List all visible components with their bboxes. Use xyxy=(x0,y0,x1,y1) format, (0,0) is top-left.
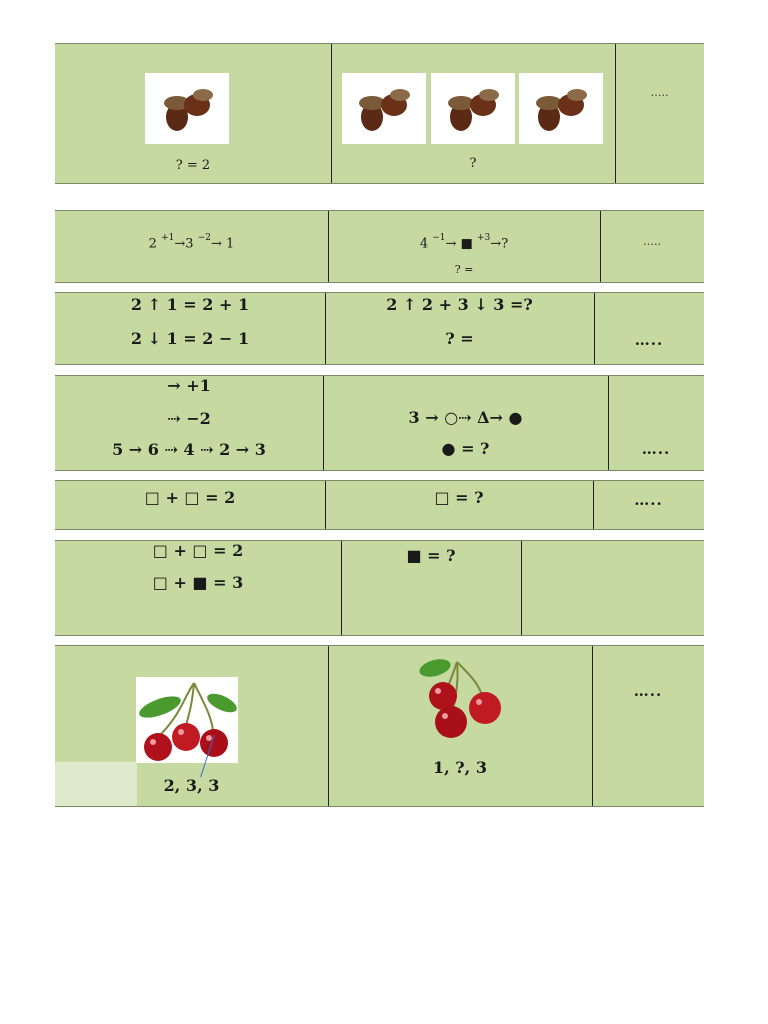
cherry-image xyxy=(136,677,238,763)
question: □ = ? xyxy=(434,488,484,507)
equation: □ + ■ = 3 xyxy=(152,573,244,592)
cherry-icon xyxy=(411,654,511,738)
acorn-image xyxy=(342,73,426,144)
cherry-count-left: 2, 3, 3 xyxy=(163,776,220,795)
arrow-sequence-left: 2 $^{+1}$→3 $^{-2}$→ 1 xyxy=(148,233,235,252)
acorn-image xyxy=(519,73,603,144)
table-row-up-down xyxy=(55,292,704,365)
answer-placeholder: ….. xyxy=(634,331,664,349)
legend-line: ⇢ −2 xyxy=(167,409,211,428)
acorn-icon xyxy=(342,73,426,144)
exercise-line: 3 → ○⇢ Δ→ ● xyxy=(408,408,523,427)
table-row-symbols xyxy=(55,375,704,471)
cherry-count-middle: 1, ?, 3 xyxy=(433,758,487,777)
sequence-line: 5 → 6 ⇢ 4 ⇢ 2 → 3 xyxy=(112,440,266,459)
cherry-icon xyxy=(136,677,238,763)
table-row-cherries xyxy=(55,645,704,807)
middle-caption: ? xyxy=(469,156,477,171)
answer-placeholder: ….. xyxy=(643,235,661,248)
legend-line: → +1 xyxy=(167,376,211,395)
table-row-arrow-ops xyxy=(55,210,704,283)
question: ● = ? xyxy=(441,439,490,458)
acorn-icon xyxy=(145,73,229,144)
table-row-squares xyxy=(55,480,704,530)
acorn-image xyxy=(431,73,515,144)
question: ? = xyxy=(454,263,474,276)
acorn-icon xyxy=(519,73,603,144)
answer-placeholder: ….. xyxy=(634,491,663,509)
acorn-image xyxy=(145,73,229,144)
question: ? = xyxy=(445,329,474,348)
exercise-line: 2 ↑ 2 + 3 ↓ 3 =? xyxy=(386,295,533,314)
answer-placeholder: ….. xyxy=(650,86,669,99)
acorn-icon xyxy=(431,73,515,144)
cherry-image xyxy=(411,654,511,738)
table-row-filled-square xyxy=(55,540,704,636)
equation: □ + □ = 2 xyxy=(152,541,244,560)
answer-placeholder: ….. xyxy=(641,440,671,458)
rule-line: 2 ↑ 1 = 2 + 1 xyxy=(130,295,250,314)
rule-line: 2 ↓ 1 = 2 − 1 xyxy=(130,329,250,348)
question: ■ = ? xyxy=(406,546,456,565)
answer-placeholder: ….. xyxy=(633,682,663,700)
table-row-acorns xyxy=(55,43,704,184)
arrow-sequence-middle: 4 $^{-1}$→ ■ $^{+3}$→? xyxy=(419,233,509,252)
equation: □ + □ = 2 xyxy=(144,488,236,507)
left-caption: ? = 2 xyxy=(175,158,211,173)
